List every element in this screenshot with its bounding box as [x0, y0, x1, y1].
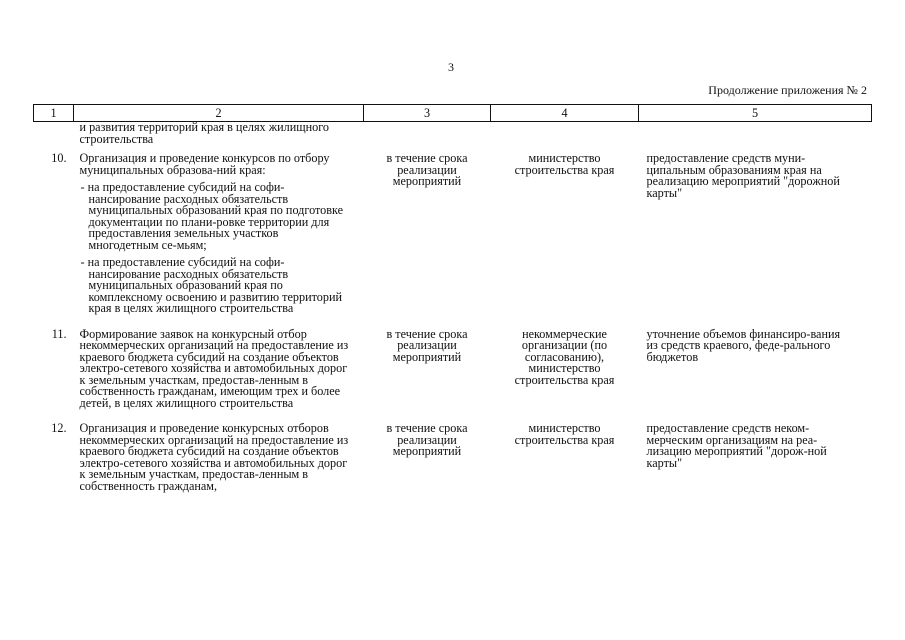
- measure-text: Организация и проведение конкурсных отборов некоммерческих организаций на предоставление из краевого бюджета субсидий на создание объектов электро-сетевого хозяйства и автомобильных дорог к земельным участкам, предостав-ленным в собственность гражданам,: [79, 421, 349, 493]
- header-col-2: 2: [74, 105, 364, 122]
- row-number: 12.: [51, 421, 67, 435]
- page-number: 3: [448, 60, 454, 74]
- table-row: [34, 415, 872, 498]
- continuation-caption: Продолжение приложения № 2: [708, 83, 867, 97]
- term-cell: в течение срока реализации мероприятий: [386, 326, 468, 364]
- result-cell: предоставление средств муни-ципальным образованиям края на реализацию мероприятий "дорожной карты": [646, 151, 840, 200]
- measure-cell: [74, 321, 364, 416]
- measure-cell: [74, 415, 364, 498]
- table-row: [34, 145, 872, 321]
- measure-subitem: - на предоставление субсидий на софи-нансирование расходных обязательств муниципальных образований края по комплексному освоению и развитию территорий края в целях жилищного строительства: [80, 255, 342, 315]
- responsible-cell: министерство строительства края: [514, 151, 615, 177]
- measure-subitem: - на предоставление субсидий на софи-нансирование расходных обязательств муниципальных образований края по подготовке документации по плани-ровке территории для предоставления земельных участков многодетным се-мьям;: [80, 180, 344, 252]
- result-cell: предоставление средств неком-мерческим организациям на реа-лизацию мероприятий "дорож-ной карты": [646, 421, 827, 470]
- header-row: [34, 105, 872, 122]
- measure-cell: [74, 145, 364, 321]
- row-number: 10.: [51, 151, 67, 165]
- header-col-5: 5: [639, 105, 872, 122]
- header-col-1: 1: [34, 105, 74, 122]
- responsible-cell: некоммерческие организации (по согласованию), министерство строительства края: [514, 326, 615, 387]
- carry-over-text: и развития территорий края в целях жилищного строительства: [79, 120, 330, 146]
- row-number: 11.: [51, 326, 67, 341]
- term-cell: в течение срока реализации мероприятий: [386, 151, 468, 188]
- table-row: [34, 321, 872, 416]
- term-cell: в течение срока реализации мероприятий: [386, 421, 468, 458]
- result-cell: уточнение объемов финансиро-вания из средств краевого, феде-рального бюджетов: [646, 326, 841, 364]
- header-col-4: 4: [491, 105, 639, 122]
- carry-over-row: [34, 122, 872, 146]
- measure-text: Формирование заявок на конкурсный отбор некоммерческих организаций на предоставление из краевого бюджета субсидий на создание объектов электро-сетевого хозяйства и автомобильных дорог к земельным участкам, предостав-ленным в собственность гражданам, имеющим трех и более детей, в целях жилищного строительства: [79, 326, 349, 410]
- measure-text: Организация и проведение конкурсов по отбору муниципальных образова-ний края:: [79, 151, 330, 177]
- measures-table: [33, 104, 872, 498]
- responsible-cell: министерство строительства края: [514, 421, 615, 447]
- header-col-3: 3: [364, 105, 491, 122]
